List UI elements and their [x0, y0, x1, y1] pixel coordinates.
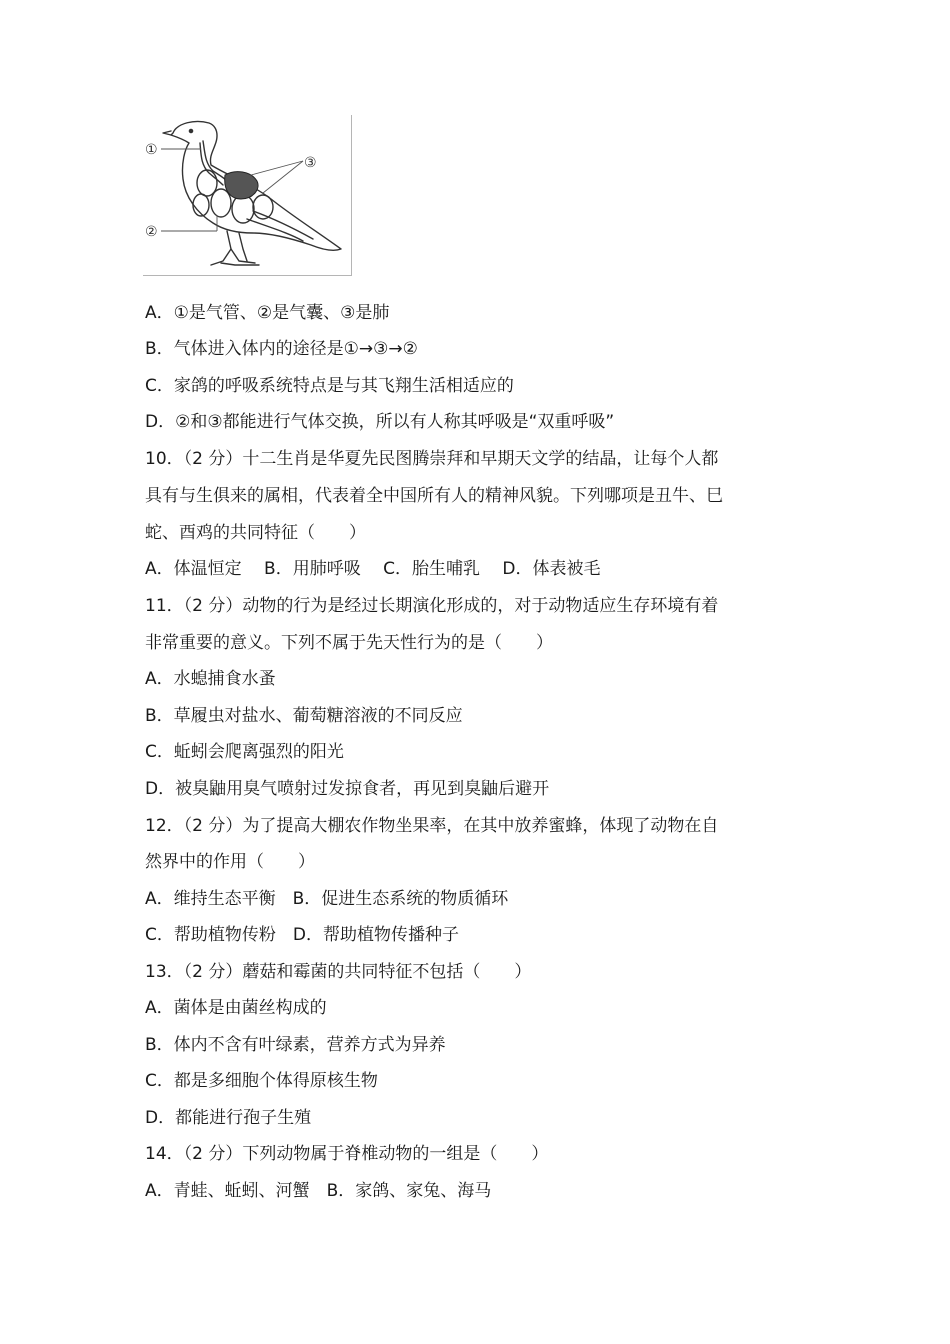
q9-option-a: A．①是气管、②是气囊、③是肺 — [145, 303, 390, 323]
q12-stem-line-1: 12．（2 分）为了提高大棚农作物坐果率，在其中放养蜜蜂，体现了动物在自 — [145, 816, 719, 836]
q12-options-row-1: A．维持生态平衡 B．促进生态系统的物质循环 — [145, 889, 509, 909]
q10-stem-line-2: 具有与生俱来的属相，代表着全中国所有人的精神风貌。下列哪项是丑牛、巳 — [145, 486, 723, 506]
figure-label-2: ② — [145, 224, 158, 240]
figure-label-3: ③ — [304, 155, 317, 171]
q13-option-b: B．体内不含有叶绿素，营养方式为异养 — [145, 1035, 446, 1055]
q11-stem-line-2: 非常重要的意义。下列不属于先天性行为的是（ ） — [145, 633, 553, 653]
q11-option-c: C．蚯蚓会爬离强烈的阳光 — [145, 742, 344, 762]
q13-option-c: C．都是多细胞个体得原核生物 — [145, 1071, 378, 1091]
q10-options: A．体温恒定 B．用肺呼吸 C．胎生哺乳 D．体表被毛 — [145, 559, 601, 579]
q13-option-a: A．菌体是由菌丝构成的 — [145, 998, 327, 1018]
q9-option-d: D．②和③都能进行气体交换，所以有人称其呼吸是“双重呼吸” — [145, 412, 615, 432]
q11-stem-line-1: 11．（2 分）动物的行为是经过长期演化形成的，对于动物适应生存环境有着 — [145, 596, 719, 616]
q11-option-d: D．被臭鼬用臭气喷射过发掠食者，再见到臭鼬后避开 — [145, 779, 550, 799]
q9-option-c: C．家鸽的呼吸系统特点是与其飞翔生活相适应的 — [145, 376, 514, 396]
q13-stem: 13．（2 分）蘑菇和霉菌的共同特征不包括（ ） — [145, 962, 532, 982]
pigeon-diagram — [143, 115, 352, 276]
pigeon-respiratory-figure — [143, 115, 352, 276]
q11-option-a: A．水螅捕食水蚤 — [145, 669, 276, 689]
q13-option-d: D．都能进行孢子生殖 — [145, 1108, 312, 1128]
q9-option-b: B．气体进入体内的途径是①→③→② — [145, 339, 418, 359]
q12-stem-line-2: 然界中的作用（ ） — [145, 852, 315, 872]
figure-label-1: ① — [145, 142, 158, 158]
q12-options-row-2: C．帮助植物传粉 D．帮助植物传播种子 — [145, 925, 459, 945]
q10-stem-line-1: 10．（2 分）十二生肖是华夏先民图腾崇拜和早期天文学的结晶，让每个人都 — [145, 449, 719, 469]
q10-stem-line-3: 蛇、酉鸡的共同特征（ ） — [145, 523, 366, 543]
q14-options-row-1: A．青蛙、蚯蚓、河蟹 B．家鸽、家兔、海马 — [145, 1181, 492, 1201]
q14-stem: 14．（2 分）下列动物属于脊椎动物的一组是（ ） — [145, 1144, 549, 1164]
q11-option-b: B．草履虫对盐水、葡萄糖溶液的不同反应 — [145, 706, 463, 726]
